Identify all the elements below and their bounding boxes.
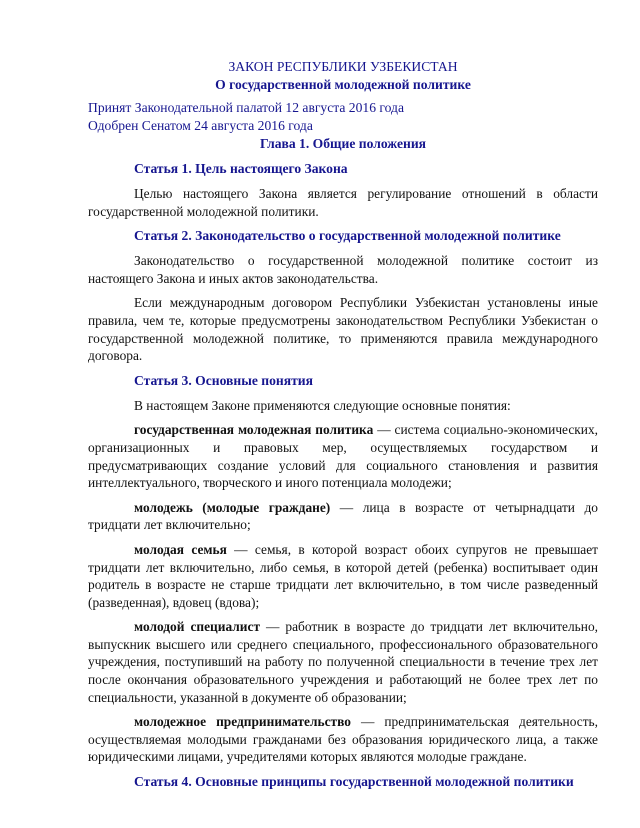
definition-item <box>88 618 598 706</box>
document-page <box>88 58 598 791</box>
article-1-heading: Статья 1. Цель настоящего Закона <box>134 161 348 176</box>
definition-term: государственная молодежная политика <box>134 422 374 438</box>
article-3-intro: В настоящем Законе применяются следующие основные понятия: <box>134 397 511 413</box>
definition-term: молодежное предпринимательство <box>134 714 351 730</box>
law-meta <box>88 99 598 135</box>
article-2-heading: Статья 2. Законодательство о государственной молодежной политике <box>134 228 561 244</box>
definition-term: молодая семья <box>134 541 227 557</box>
article-4-heading: Статья 4. Основные принципы государственной молодежной политики <box>134 774 574 790</box>
definition-text: — система социально-экономических, организационных и правовых мер, осуществляемых государством и предусматривающих создание условий для социального становления и развития интеллектуального, творческого и иного потенциала молодежи; <box>88 422 598 491</box>
definition-item <box>88 713 598 766</box>
definition-item <box>88 421 598 491</box>
adopted-line: Принят Законодательной палатой 12 августа 2016 года <box>88 100 404 115</box>
definition-text: — предпринимательская деятельность, осуществляемая молодыми гражданами без образования юридического лица, а также юридическими лицами, учредителями которых являются молодые граждане. <box>88 714 598 765</box>
article-2-paragraph-2: Если международным договором Республики Узбекистан установлены иные правила, чем те, которые предусмотрены законодательством Республики Узбекистан о государственной молодежной политике, то применяются правила международного договора. <box>88 295 598 364</box>
article-3-heading: Статья 3. Основные понятия <box>134 372 313 388</box>
definition-term: молодой специалист <box>134 619 261 635</box>
definition-text: — лица в возрасте от четырнадцати до тридцати лет включительно; <box>88 499 598 533</box>
approved-line: Одобрен Сенатом 24 августа 2016 года <box>88 118 313 133</box>
law-subtitle: О государственной молодежной политике <box>215 77 471 92</box>
article-1-paragraph-1: Целью настоящего Закона является регулирование отношений в области государственной молодежной политики. <box>88 186 598 219</box>
definition-term: молодежь (молодые граждане) <box>134 499 331 515</box>
article-2-paragraph-1: Законодательство о государственной молодежной политике состоит из настоящего Закона и иных актов законодательства. <box>88 253 598 286</box>
definition-item <box>88 541 598 611</box>
definition-text: — семья, в которой возраст обоих супругов не превышает тридцати лет включительно, либо семья, в которой детей (ребенка) воспитывает один родитель в возрасте не старше тридцати лет включительно, в том числе разведенный (разведенная), вдовец (вдова); <box>88 541 598 610</box>
chapter-heading: Глава 1. Общие положения <box>259 136 427 151</box>
definition-text: — работник в возрасте до тридцати лет включительно, выпускник высшего или среднего специального, профессионального образовательного учреждения, поступивший на работу по полученной специальности в течение трех лет после окончания образовательного учреждения и работающий не более трех лет по специальности, указанной в документе об образовании; <box>88 619 598 705</box>
law-title: ЗАКОН РЕСПУБЛИКИ УЗБЕКИСТАН <box>228 59 458 74</box>
definition-item <box>88 499 598 534</box>
